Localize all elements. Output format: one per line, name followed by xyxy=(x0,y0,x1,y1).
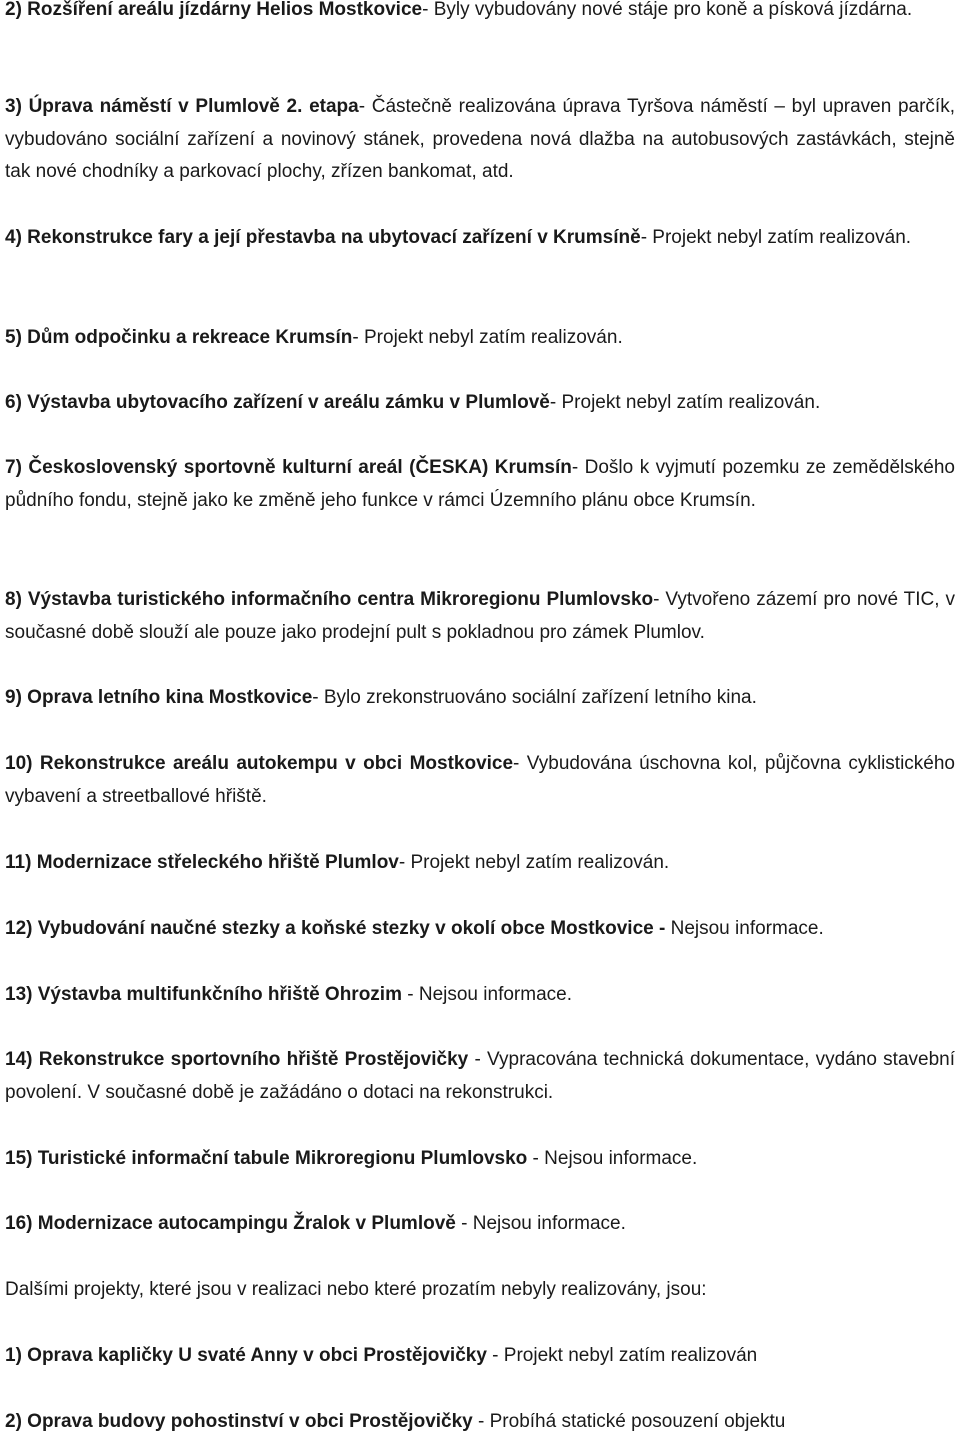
project-status: - Bylo zrekonstruováno sociální zařízení letního kina. xyxy=(312,687,757,708)
project-status: - Projekt nebyl zatím realizován xyxy=(486,1345,758,1366)
project-title: 16) Modernizace autocampingu Žralok v Plumlově xyxy=(5,1213,456,1234)
project-title: 6) Výstavba ubytovacího zařízení v areálu zámku v Plumlově xyxy=(5,392,550,413)
project-title: 7) Československý sportovně kulturní areál (ČESKA) Krumsín xyxy=(5,457,572,478)
project-status: - Částečně realizována úprava Tyršova náměstí – byl upraven parčík, vybudováno sociální zařízení a novinový stánek, provedena nová dlažba na autobusových zastávkách, stejně tak nové chodníky a parkovací plochy, zřízen bankomat, atd. xyxy=(5,96,955,182)
project-title: 1) Oprava kapličky U svaté Anny v obci Prostějovičky xyxy=(5,1345,487,1366)
project-title: 2) Rozšíření areálu jízdárny Helios Mostkovice xyxy=(5,0,423,20)
project-status: - Byly vybudovány nové stáje pro koně a písková jízdárna. xyxy=(422,0,913,20)
project-status: - Nejsou informace. xyxy=(527,1148,698,1169)
project-status: - Projekt nebyl zatím realizován. xyxy=(549,392,821,413)
project-item-14 xyxy=(5,1044,955,1109)
project-status: - Nejsou informace. xyxy=(455,1213,626,1234)
project-status: - Projekt nebyl zatím realizován. xyxy=(398,852,670,873)
project-title: 11) Modernizace střeleckého hřiště Plumlov xyxy=(5,852,399,873)
project-title: 4) Rekonstrukce fary a její přestavba na ubytovací zařízení v Krumsíně xyxy=(5,227,641,248)
project-item-4 xyxy=(5,222,955,255)
project-item-5 xyxy=(5,322,955,355)
project-title: 3) Úprava náměstí v Plumlově 2. etapa xyxy=(5,96,359,117)
project-title: 12) Vybudování naučné stezky a koňské stezky v okolí obce Mostkovice - xyxy=(5,918,666,939)
project-item-15 xyxy=(5,1143,955,1176)
project-status: Nejsou informace. xyxy=(665,918,824,939)
project-title: 2) Oprava budovy pohostinství v obci Prostějovičky xyxy=(5,1411,473,1432)
project-title: 14) Rekonstrukce sportovního hřiště Prostějovičky xyxy=(5,1049,469,1070)
project-item-16 xyxy=(5,1208,955,1241)
project-title: 15) Turistické informační tabule Mikroregionu Plumlovsko xyxy=(5,1148,528,1169)
project-status: - Vypracována technická dokumentace, vydáno stavební povolení. V současné době je zažádáno o dotaci na rekonstrukci. xyxy=(5,1049,955,1103)
project-status: - Vybudována úschovna kol, půjčovna cyklistického vybavení a streetballové hřiště. xyxy=(5,753,955,807)
project-item-3 xyxy=(5,91,955,189)
project-status: - Došlo k vyjmutí pozemku ze zemědělského půdního fondu, stejně jako ke změně jeho funkce v rámci Územního plánu obce Krumsín. xyxy=(5,457,955,511)
project-item-12 xyxy=(5,913,955,946)
project-status: - Projekt nebyl zatím realizován. xyxy=(352,327,623,348)
project-title: 10) Rekonstrukce areálu autokempu v obci Mostkovice xyxy=(5,753,514,774)
project-status: - Projekt nebyl zatím realizován. xyxy=(640,227,912,248)
project-status: - Nejsou informace. xyxy=(401,984,572,1005)
project-item-10 xyxy=(5,748,955,813)
other-project-item-1 xyxy=(5,1340,955,1373)
project-title: 13) Výstavba multifunkčního hřiště Ohrozim xyxy=(5,984,402,1005)
project-status: - Vytvořeno zázemí pro nové TIC, v současné době slouží ale pouze jako prodejní pult s pokladnou pro zámek Plumlov. xyxy=(5,589,955,643)
project-title: 8) Výstavba turistického informačního centra Mikroregionu Plumlovsko xyxy=(5,589,654,610)
project-status: - Probíhá statické posouzení objektu xyxy=(472,1411,786,1432)
project-item-11 xyxy=(5,847,955,880)
project-item-8 xyxy=(5,584,955,649)
project-item-13 xyxy=(5,979,955,1012)
project-item-2 xyxy=(5,0,955,27)
other-project-item-2 xyxy=(5,1406,955,1439)
project-title: 9) Oprava letního kina Mostkovice xyxy=(5,687,313,708)
project-item-9 xyxy=(5,682,955,715)
project-item-7 xyxy=(5,452,955,517)
project-title: 5) Dům odpočinku a rekreace Krumsín xyxy=(5,327,353,348)
project-item-6 xyxy=(5,387,955,420)
other-projects-intro: Dalšími projekty, které jsou v realizaci nebo které prozatím nebyly realizovány, jsou: xyxy=(5,1279,707,1300)
